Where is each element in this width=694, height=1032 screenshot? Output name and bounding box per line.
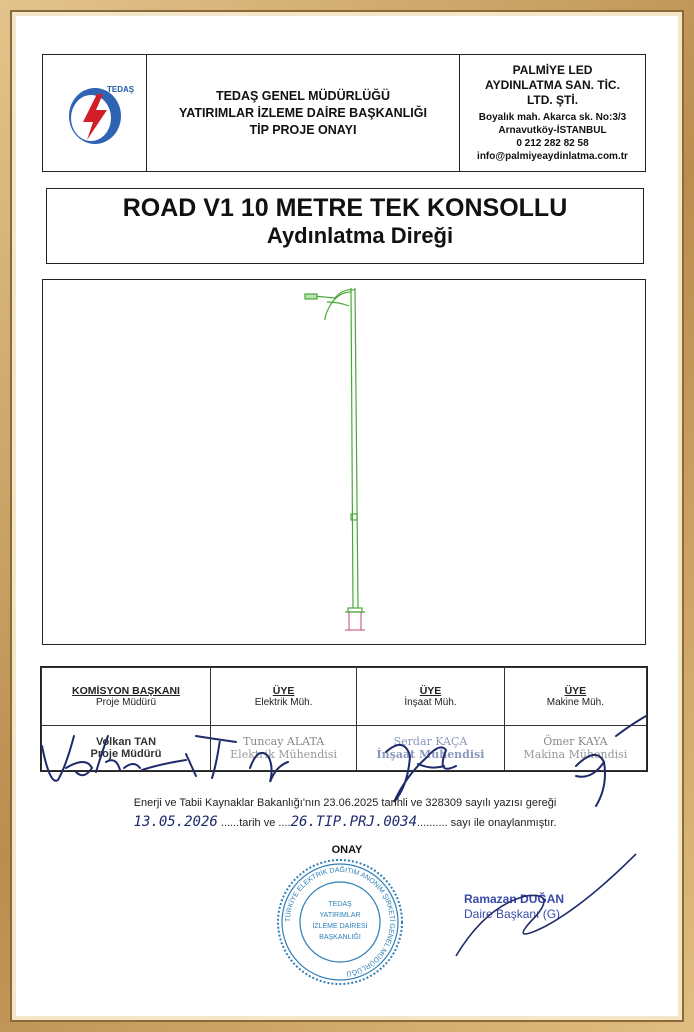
member2-name: Serdar KAÇA bbox=[393, 735, 468, 748]
company-address-2: Arnavutköy-İSTANBUL bbox=[498, 125, 607, 136]
chair-name: Volkan TAN bbox=[95, 736, 157, 748]
pole-drawing bbox=[43, 280, 644, 643]
member3-name: Ömer KAYA bbox=[543, 735, 608, 748]
tedas-logo-icon bbox=[63, 78, 134, 148]
org-line-1: TEDAŞ GENEL MÜDÜRLÜĞÜ bbox=[215, 88, 391, 103]
approval-mid-text-1: tarih ve bbox=[239, 817, 276, 829]
member1-role: ÜYE bbox=[272, 685, 295, 697]
member3-header-cell bbox=[504, 668, 646, 726]
member2-title: İnşaat Mühendisi bbox=[376, 748, 485, 761]
pole-outline bbox=[305, 288, 365, 612]
document-page bbox=[16, 16, 678, 1016]
member3-role: ÜYE bbox=[564, 685, 587, 697]
member2-header-cell bbox=[357, 668, 505, 726]
stamp-ring-text: TÜRKİYE ELEKTRİK DAĞITIM ANONİM ŞİRKETİ GENEL MÜDÜRLÜĞÜ bbox=[284, 866, 396, 977]
approval-line-2: 13.05.2026 ......tarih ve ....26.TIP.PRJ.0034.......... sayı ile onaylanmıştır. bbox=[133, 814, 557, 830]
approval-line-1: Enerji ve Tabii Kaynaklar Bakanlığı'nın 23.06.2025 tarihli ve 328309 sayılı yazısı gereği bbox=[133, 797, 557, 809]
approval-text bbox=[42, 794, 648, 833]
anchor-bolts bbox=[345, 612, 365, 630]
company-name-3: LTD. ŞTİ. bbox=[526, 93, 579, 107]
member1-name: Tuncay ALATA bbox=[242, 735, 325, 748]
member3-title: Makina Mühendisi bbox=[523, 748, 628, 761]
member2-signature-cell bbox=[357, 726, 505, 771]
logo-cell bbox=[43, 55, 147, 171]
pole-drawing-box bbox=[42, 279, 646, 645]
company-cell bbox=[460, 55, 645, 171]
approval-date: 13.05.2026 bbox=[133, 814, 218, 830]
member3-signature-cell bbox=[504, 726, 646, 771]
member1-dept: Elektrik Müh. bbox=[254, 697, 313, 708]
chair-header-cell bbox=[42, 668, 211, 726]
title-box bbox=[46, 188, 644, 264]
member1-title: Elektrik Mühendisi bbox=[230, 748, 337, 761]
member1-header-cell bbox=[211, 668, 357, 726]
member3-dept: Makine Müh. bbox=[546, 697, 605, 708]
title-line-2: Aydınlatma Direği bbox=[266, 223, 454, 248]
org-line-2: YATIRIMLAR İZLEME DAİRE BAŞKANLIĞI bbox=[179, 105, 427, 120]
company-address-1: Boyalık mah. Akarca sk. No:3/3 bbox=[478, 112, 627, 123]
director-block bbox=[464, 892, 564, 922]
company-phone: 0 212 282 82 58 bbox=[516, 138, 589, 149]
onay-label: ONAY bbox=[331, 844, 363, 856]
header-table bbox=[42, 54, 646, 172]
official-stamp bbox=[276, 858, 404, 986]
member1-signature-cell bbox=[211, 726, 357, 771]
stamp-line-1: TEDAŞ bbox=[328, 901, 352, 908]
chair-title: Proje Müdürü bbox=[90, 748, 162, 760]
company-name-2: AYDINLATMA SAN. TİC. bbox=[485, 78, 620, 92]
member2-role: ÜYE bbox=[419, 685, 442, 697]
stamp-line-2: YATIRIMLAR bbox=[319, 912, 361, 919]
committee-table bbox=[40, 666, 648, 772]
chair-role: KOMİSYON BAŞKANI bbox=[72, 685, 180, 697]
approval-mid-text-2: sayı ile onaylanmıştır. bbox=[450, 817, 557, 829]
chair-signature-cell bbox=[42, 726, 211, 771]
director-name: Ramazan DUĞAN bbox=[464, 892, 565, 906]
approval-number: 26.TIP.PRJ.0034 bbox=[290, 814, 418, 830]
stamp-line-4: BAŞKANLIĞI bbox=[319, 934, 361, 941]
title-line-1: ROAD V1 10 METRE TEK KONSOLLU bbox=[122, 194, 568, 222]
member2-dept: İnşaat Müh. bbox=[404, 697, 457, 708]
stamp-line-3: İZLEME DAİRESİ bbox=[312, 923, 368, 930]
director-title: Daire Başkanı (G) bbox=[464, 907, 561, 921]
org-cell bbox=[147, 55, 460, 171]
company-name-1: PALMİYE LED bbox=[512, 63, 593, 77]
chair-dept: Proje Müdürü bbox=[95, 697, 157, 708]
company-email: info@palmiyeaydinlatma.com.tr bbox=[477, 151, 628, 162]
org-line-3: TİP PROJE ONAYI bbox=[249, 122, 357, 137]
logo-text: TEDAŞ bbox=[106, 85, 134, 94]
